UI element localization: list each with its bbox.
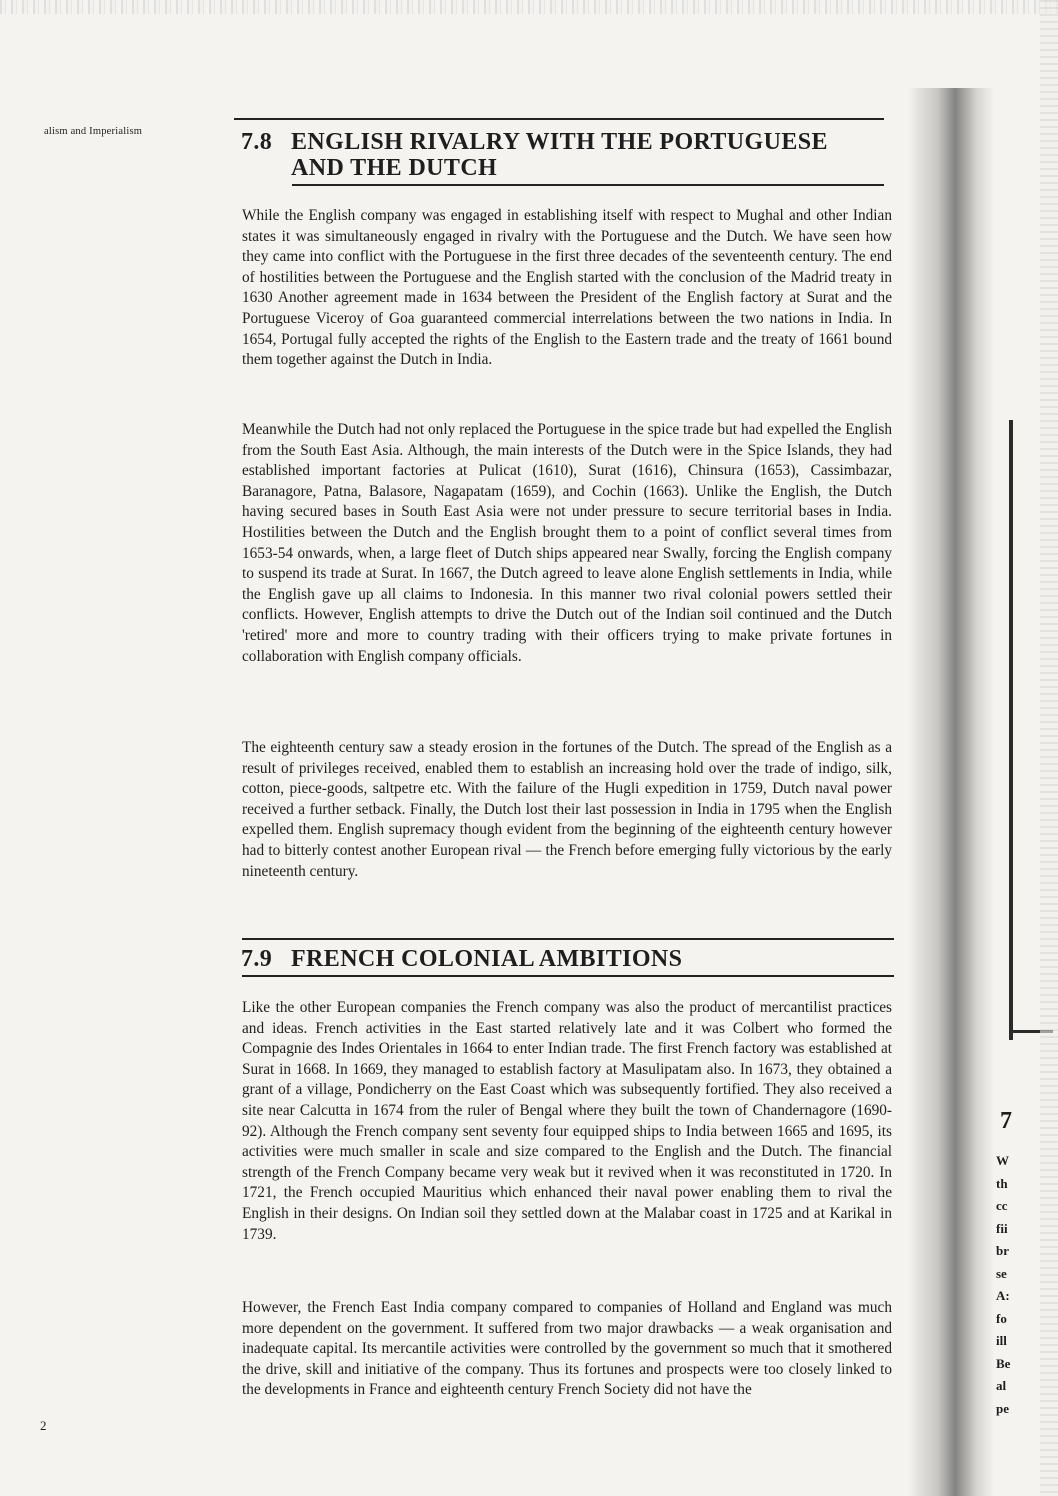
section-heading-7-8 (241, 129, 891, 181)
fragment-line: ill (996, 1333, 1007, 1348)
paragraph: However, the French East India company compared to companies of Holland and England was much more dependent on the government. It suffered from two major drawbacks — a weak organisation and inadequate capital. Its mercantile activities were controlled by the government so much that it smothered the drive, skill and initiative of the company. Thus its fortunes and prospects were too closely linked to the developments in France and eighteenth century French Society did not have the (242, 1299, 892, 1399)
fragment-line: Be (996, 1355, 1011, 1371)
section-rule-top (234, 118, 884, 120)
page-number: 2 (40, 1418, 47, 1433)
section-rule-top (242, 938, 894, 940)
scan-noise-top (0, 0, 1058, 14)
fragment-line: pe (996, 1400, 1009, 1416)
fragment-line: cc (996, 1198, 1008, 1213)
section-rule-bottom (242, 975, 894, 977)
fragment-line: W (996, 1153, 1009, 1168)
fragment-line: br (996, 1243, 1009, 1258)
next-page-heading-digit: 7 (1000, 1108, 1012, 1134)
binding-shadow (908, 88, 994, 1496)
running-head: alism and Imperialism (44, 126, 143, 137)
fragment-line: fii (996, 1220, 1008, 1236)
section-heading-7-9 (241, 946, 891, 972)
fragment-line: fo (996, 1310, 1007, 1326)
fragment-line: th (996, 1175, 1008, 1191)
paragraph: The eighteenth century saw a steady erosion in the fortunes of the Dutch. The spread of the English as a result of privileges received, enabled them to establish an increasing hold over the trade of indigo, silk, cotton, piece-goods, saltpetre etc. With the failure of the Hugli expedition in 1759, Dutch naval power received a further setback. Finally, the Dutch lost their last possession in India in 1795 when the English expelled them. English supremacy though evident from the beginning of the eighteenth century however had to bitterly contest another European rival — the French before emerging fully victorious by the early nineteenth century. (242, 739, 892, 880)
section-title-line2: AND THE DUTCH (291, 155, 498, 181)
section-rule-bottom (292, 184, 884, 186)
section-number: 7.8 (241, 129, 273, 155)
next-page-fragments (996, 1150, 1026, 1420)
scan-noise-right (1040, 0, 1058, 1496)
spine-line (1009, 420, 1013, 1040)
section-number: 7.9 (241, 946, 273, 972)
fragment-line: al (996, 1378, 1007, 1393)
paragraph: Meanwhile the Dutch had not only replaced the Portuguese in the spice trade but had expelled the English from the South East Asia. Although, the main interests of the Dutch were in the Spice Islands, they had established important factories at Pulicat (1610), Surat (1616), Chinsura (1653), Cassimbazar, Baranagore, Patna, Balasore, Nagapatam (1659), and Cochin (1663). Unlike the English, the Dutch having secured bases in South East Asia were not under pressure to secure territorial bases in India. Hostilities between the Dutch and the English brought them to a point of conflict several times from 1653-54 onwards, when, a large fleet of Dutch ships appeared near Swally, forcing the English company to suspend its trade at Surat. In 1667, the Dutch agreed to leave alone English settlements in India, while the English gave up all claims to Indonesia. In this manner two rival colonial powers settled their conflicts. However, English attempts to drive the Dutch out of the Indian soil continued and the Dutch 'retired' more and more to country trading with their officers trying to make private fortunes in collaboration with English company officials. (242, 421, 892, 665)
section-title-line1: ENGLISH RIVALRY WITH THE PORTUGUESE (291, 129, 828, 155)
paragraph: Like the other European companies the French company was also the product of mercantilist practices and ideas. French activities in the East started relatively late and it was Colbert who formed the Compagnie des Indes Orientales in 1664 to enter Indian trade. The first French factory was established at Surat in 1668. In 1669, they managed to establish factory at Masulipatam also. In 1673, they obtained a grant of a village, Pondicherry on the East Coast which was subsequently fortified. They also received a site near Calcutta in 1674 from the ruler of Bengal where they built the town of Chandernagore (1690-92). Although the French company sent seventy four equipped ships to India between 1665 and 1695, its activities were much smaller in scale and size compared to the English and the Dutch. The financial strength of the French Company became very weak but it revived when it was reconstituted in 1720. In 1721, the French occupied Mauritius which enhanced their naval power enabling them to rival the English in their designs. On Indian soil they settled down at the Malabar coast in 1725 and at Karikal in 1739. (242, 999, 892, 1243)
paragraph: While the English company was engaged in establishing itself with respect to Mughal and other Indian states it was simultaneously engaged in rivalry with the Portuguese and the Dutch. We have seen how they came into conflict with the Portuguese in the first three decades of the seventeenth century. The end of hostilities between the Portuguese and the English started with the conclusion of the Madrid treaty in 1630 Another agreement made in 1634 between the President of the English factory at Surat and the Portuguese Viceroy of Goa guaranteed commercial interrelations between the two nations in India. In 1654, Portugal fully accepted the rights of the English to the Eastern trade and the treaty of 1661 bound them together against the Dutch in India. (242, 207, 892, 369)
section-title: FRENCH COLONIAL AMBITIONS (291, 946, 683, 972)
fragment-line: se (996, 1265, 1007, 1281)
fragment-line: A: (996, 1288, 1010, 1303)
